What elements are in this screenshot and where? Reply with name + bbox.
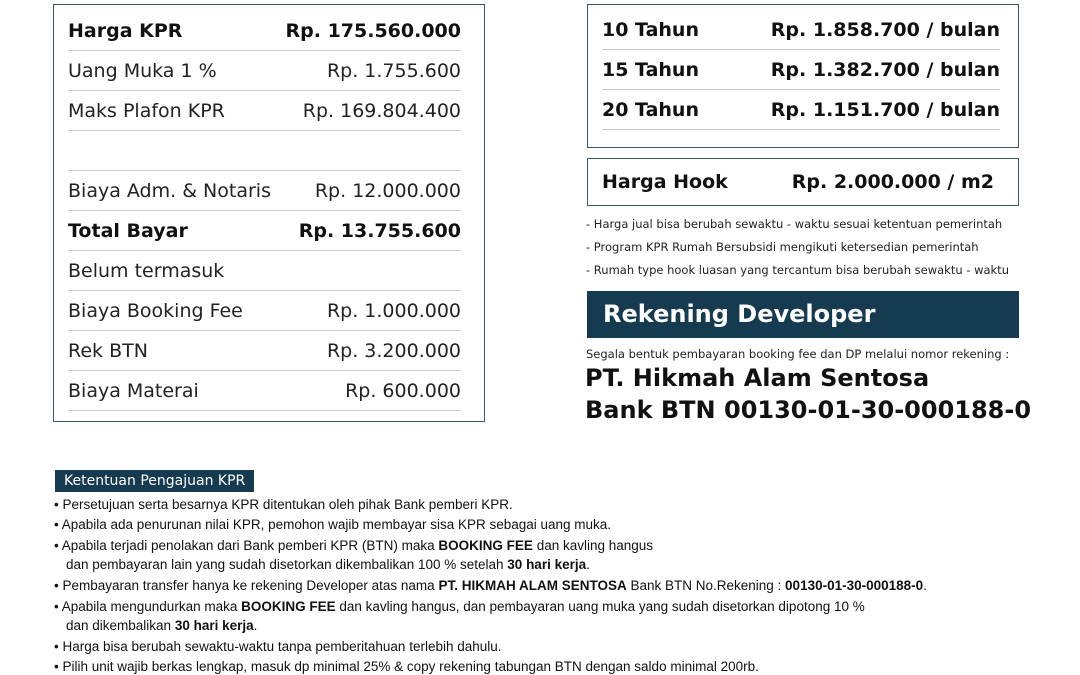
row-value: Rp. 175.560.000 bbox=[285, 19, 461, 42]
row-value: Rp. 1.000.000 bbox=[326, 299, 461, 322]
price-row-total-bayar bbox=[68, 211, 461, 251]
installment-term: 20 Tahun bbox=[602, 98, 699, 121]
price-row-belum-termasuk bbox=[68, 251, 461, 291]
installment-row-15 bbox=[602, 50, 1000, 90]
rekening-account: Bank BTN 00130-01-30-000188-0 bbox=[585, 396, 1032, 424]
ketentuan-line: • Apabila ada penurunan nilai KPR, pemohon wajib membayar sisa KPR sebagai uang muka. bbox=[54, 517, 612, 532]
price-row-rek-btn bbox=[68, 331, 461, 371]
price-row-uang-muka bbox=[68, 51, 461, 91]
installment-table bbox=[587, 4, 1019, 148]
installment-term: 15 Tahun bbox=[602, 58, 699, 81]
row-value: Rp. 600.000 bbox=[345, 379, 461, 402]
row-label: Biaya Materai bbox=[68, 379, 199, 402]
installment-term: 10 Tahun bbox=[602, 18, 699, 41]
row-value: Rp. 12.000.000 bbox=[314, 179, 461, 202]
ketentuan-line: • Pembayaran transfer hanya ke rekening Developer atas nama PT. HIKMAH ALAM SENTOSA Bank BTN No.Rekening : 00130-01-30-000188-0. bbox=[54, 578, 927, 593]
installment-amount: Rp. 1.151.700 / bulan bbox=[770, 98, 1000, 121]
row-value: Rp. 3.200.000 bbox=[326, 339, 461, 362]
price-row-booking-fee bbox=[68, 291, 461, 331]
ketentuan-line: • Pilih unit wajib berkas lengkap, masuk dp minimal 25% & copy rekening tabungan BTN dengan saldo minimal 200rb. bbox=[54, 659, 759, 674]
row-label: Maks Plafon KPR bbox=[68, 99, 225, 122]
row-value: Rp. 169.804.400 bbox=[302, 99, 461, 122]
row-label: Total Bayar bbox=[68, 219, 188, 242]
installment-amount: Rp. 1.858.700 / bulan bbox=[770, 18, 1000, 41]
row-value: Rp. 13.755.600 bbox=[298, 219, 461, 242]
hook-price-box bbox=[587, 158, 1019, 206]
ketentuan-line: dan pembayaran lain yang sudah disetorkan dikembalikan 100 % setelah 30 hari kerja. bbox=[66, 557, 590, 572]
installment-row-20 bbox=[602, 90, 1000, 130]
ketentuan-header: Ketentuan Pengajuan KPR bbox=[55, 470, 254, 492]
row-label: Biaya Adm. & Notaris bbox=[68, 179, 271, 202]
row-label: Belum termasuk bbox=[68, 259, 225, 282]
note-line: - Program KPR Rumah Bersubsidi mengikuti ketersedian pemerintah bbox=[586, 240, 979, 254]
row-label: Biaya Booking Fee bbox=[68, 299, 243, 322]
price-row-materai bbox=[68, 371, 461, 411]
installment-amount: Rp. 1.382.700 / bulan bbox=[770, 58, 1000, 81]
row-label: Harga KPR bbox=[68, 19, 183, 42]
note-line: - Rumah type hook luasan yang tercantum bisa berubah sewaktu - waktu bbox=[586, 263, 1009, 277]
ketentuan-line: • Persetujuan serta besarnya KPR ditentukan oleh pihak Bank pemberi KPR. bbox=[54, 497, 513, 512]
row-value: Rp. 1.755.600 bbox=[326, 59, 461, 82]
rekening-header: Rekening Developer bbox=[587, 291, 1019, 338]
ketentuan-line: • Apabila mengundurkan maka BOOKING FEE dan kavling hangus, dan pembayaran uang muka yang sudah disetorkan dipotong 10 % bbox=[54, 599, 865, 614]
hook-price-row bbox=[602, 159, 994, 205]
ketentuan-line: • Harga bisa berubah sewaktu-waktu tanpa pemberitahuan terlebih dahulu. bbox=[54, 639, 502, 654]
price-row-biaya-adm bbox=[68, 171, 461, 211]
price-row-maks-plafon bbox=[68, 91, 461, 131]
installment-row-10 bbox=[602, 10, 1000, 50]
rekening-company: PT. Hikmah Alam Sentosa bbox=[585, 364, 930, 392]
price-table bbox=[53, 4, 485, 422]
row-label: Uang Muka 1 % bbox=[68, 59, 217, 82]
note-line: - Harga jual bisa berubah sewaktu - waktu sesuai ketentuan pemerintah bbox=[586, 217, 1003, 231]
hook-label: Harga Hook bbox=[602, 171, 728, 193]
price-row-spacer bbox=[68, 131, 461, 171]
price-row-harga-kpr bbox=[68, 11, 461, 51]
rekening-description: Segala bentuk pembayaran booking fee dan DP melalui nomor rekening : bbox=[586, 347, 1010, 361]
ketentuan-line: • Apabila terjadi penolakan dari Bank pemberi KPR (BTN) maka BOOKING FEE dan kavling hangus bbox=[54, 538, 654, 553]
row-label: Rek BTN bbox=[68, 339, 148, 362]
hook-value: Rp. 2.000.000 / m2 bbox=[791, 171, 994, 193]
ketentuan-line: dan dikembalikan 30 hari kerja. bbox=[66, 618, 258, 633]
